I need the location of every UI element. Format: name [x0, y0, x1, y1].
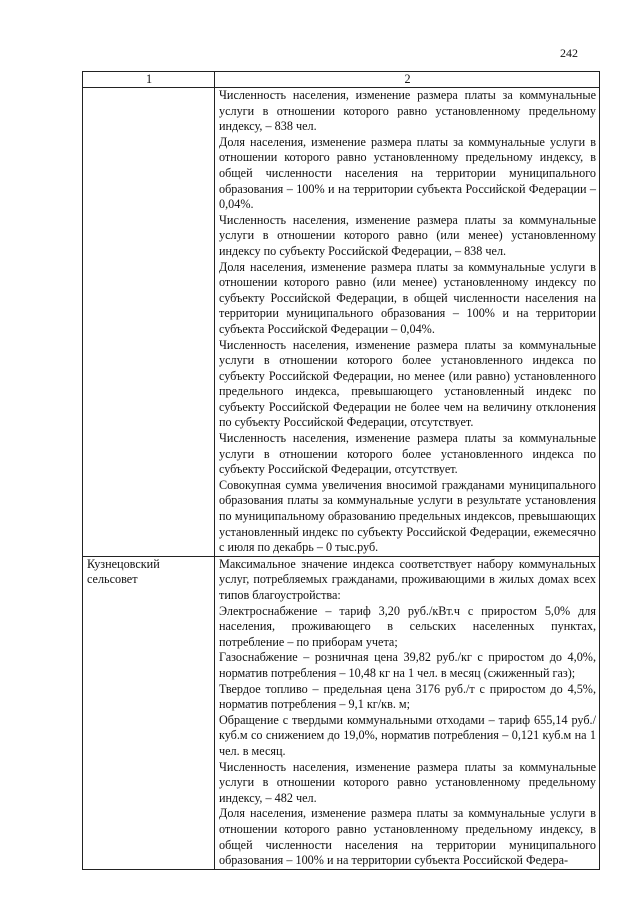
paragraph: Численность населения, изменение размера платы за коммунальные услуги в отношении которого равно установленному предельному индексу, – 482 чел.	[219, 759, 596, 805]
paragraph: Доля населения, изменение размера платы за коммунальные услуги в отношении которого равно установленному предельному индексу, в общей численности населения на территории муниципального образования – 100% и на территории субъекта Российской Федера-	[219, 806, 596, 868]
paragraph: Численность населения, изменение размера платы за коммунальные услуги в отношении которого более установленного индекса по субъекту Российской Федерации, но менее (или равно) установленного предельного индекса, превышающего установленный индекс по субъекту Российской Федерации не более чем на величину отклонения по субъекту Российской Федерации, отсутствует.	[219, 337, 596, 430]
document-table	[82, 71, 600, 870]
table-header-row	[83, 72, 600, 88]
paragraph: Доля населения, изменение размера платы за коммунальные услуги в отношении которого равно (или менее) установленному индексу по субъекту Российской Федерации, в общей численности населения на территории муниципального образования – 100% и на территории субъекта Российской Федерации – 0,04%.	[219, 259, 596, 336]
paragraph: Численность населения, изменение размера платы за коммунальные услуги в отношении которого равно (или менее) установленному индексу по субъекту Российской Федерации, – 838 чел.	[219, 212, 596, 258]
description-cell	[215, 88, 600, 557]
paragraph: Доля населения, изменение размера платы за коммунальные услуги в отношении которого равно установленному предельному индексу, в общей численности населения на территории муниципального образования – 100% и на территории субъекта Российской Федерации – 0,04%.	[219, 134, 596, 212]
table-row	[83, 88, 600, 557]
paragraph: Твердое топливо – предельная цена 3176 руб./т с приростом до 4,5%, норматив потребления – 9,1 кг/кв. м;	[219, 681, 596, 712]
paragraph: Максимальное значение индекса соответствует набору коммунальных услуг, потребляемых гражданами, проживающими в жилых домах всех типов благоустройства:	[219, 556, 596, 602]
paragraph: Обращение с твердыми коммунальными отходами – тариф 655,14 руб./куб.м со снижением до 19,0%, норматив потребления – 0,121 куб.м на 1 чел. в месяц.	[219, 712, 596, 758]
municipality-cell	[83, 88, 215, 557]
paragraph: Численность населения, изменение размера платы за коммунальные услуги в отношении которого равно установленному предельному индексу, – 838 чел.	[219, 88, 596, 134]
table-row	[83, 556, 600, 869]
paragraph: Совокупная сумма увеличения вносимой гражданами муниципального образования платы за коммунальные услуги в результате установления по муниципальному образованию предельных индексов, превышающих установленный индекс по субъекту Российской Федерации, ежемесячно с июля по декабрь – 0 тыс.руб.	[219, 477, 596, 555]
municipality-cell: Кузнецовский сельсовет	[83, 556, 215, 869]
paragraph: Электроснабжение – тариф 3,20 руб./кВт.ч с приростом 5,0% для населения, проживающего в сельских населенных пунктах, потребление – по приборам учета;	[219, 603, 596, 649]
description-cell	[215, 556, 600, 869]
column-header-1: 1	[83, 72, 215, 88]
paragraph: Газоснабжение – розничная цена 39,82 руб./кг с приростом до 4,0%, норматив потребления – 10,48 кг на 1 чел. в месяц (сжиженный газ);	[219, 650, 596, 680]
page-number: 242	[560, 46, 578, 60]
column-header-2: 2	[215, 72, 600, 88]
paragraph: Численность населения, изменение размера платы за коммунальные услуги в отношении которого более установленного индекса по субъекту Российской Федерации, отсутствует.	[219, 431, 596, 477]
